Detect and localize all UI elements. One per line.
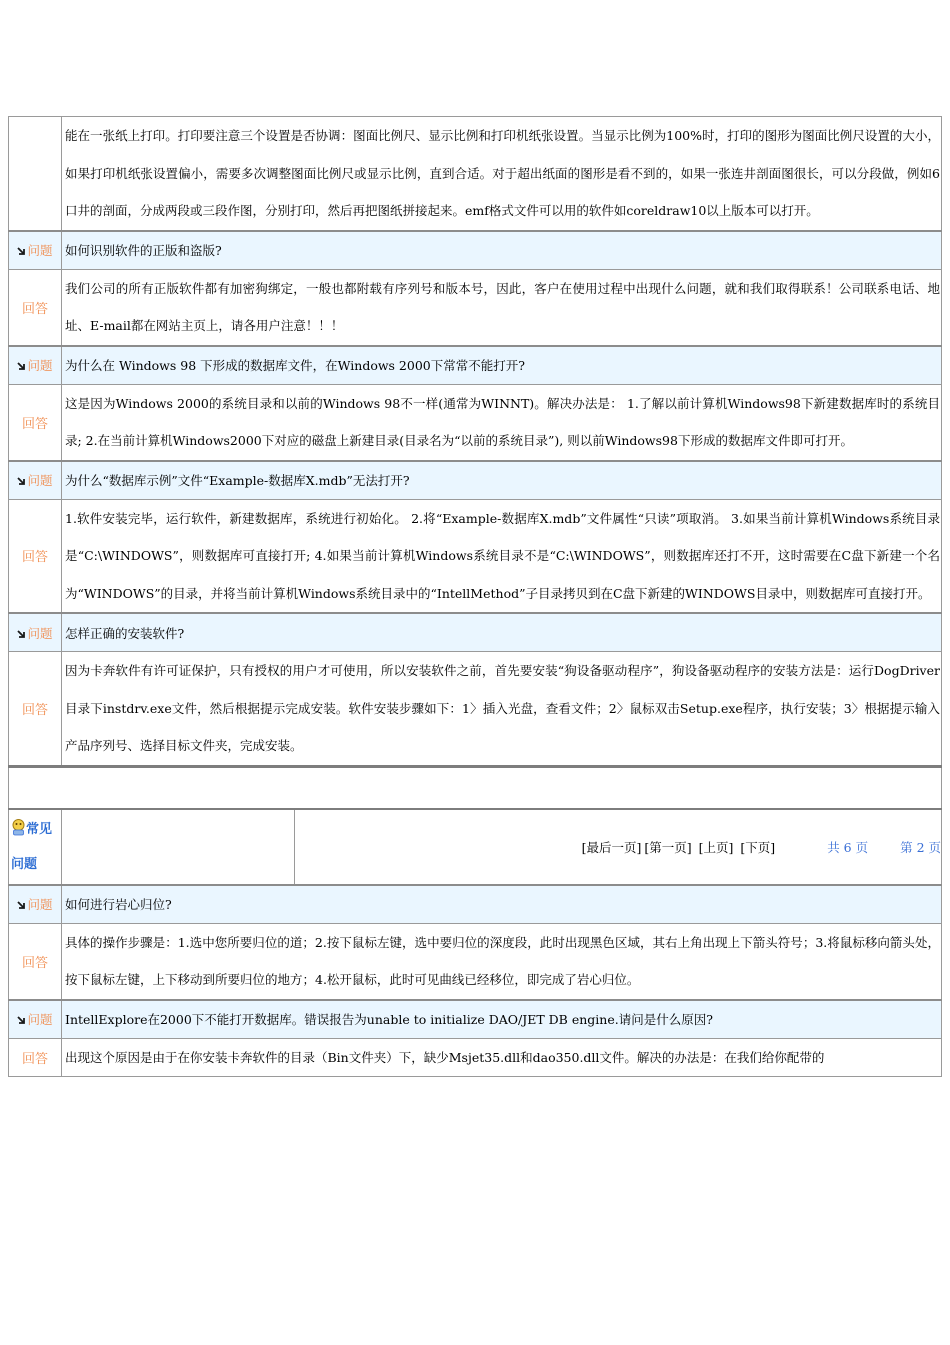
section-header <box>9 809 62 885</box>
question-row <box>9 346 942 385</box>
page-current: 第 2 页 <box>900 839 941 855</box>
question-label: 问题 <box>9 231 62 270</box>
section-divider <box>9 766 942 809</box>
question-row <box>9 461 942 500</box>
answer-text: 因为卡奔软件有许可证保护，只有授权的用户才可使用，所以安装软件之前，首先要安装“狗设备驱动程序”，狗设备驱动程序的安装方法是：运行DogDriver目录下instdrv.exe文件，然后根据提示完成安装。软件安装步骤如下：1〉插入光盘，查看文件；2〉鼠标双击Setup.exe程序，执行安装；3〉根据提示输入产品序列号、选择目标文件夹，完成安装。 <box>62 652 942 767</box>
answer-row <box>9 499 942 613</box>
question-text: 怎样正确的安装软件? <box>62 613 942 652</box>
answer-row <box>9 923 942 1000</box>
answer-text: 我们公司的所有正版软件都有加密狗绑定，一般也都附载有序列号和版本号，因此，客户在使用过程中出现什么问题，就和我们取得联系！公司联系电话、地址、E-mail都在网站主页上，请各用户注意！！！ <box>62 269 942 346</box>
answer-label: 回答 <box>9 923 62 1000</box>
answer-row <box>9 652 942 767</box>
pager-row <box>9 809 942 885</box>
question-row <box>9 1000 942 1039</box>
arrow-down-right-icon <box>17 901 26 910</box>
answer-row <box>9 269 942 346</box>
next-page-link[interactable]: [下页] <box>740 839 776 855</box>
answer-label-empty <box>9 117 62 231</box>
question-text: 为什么在 Windows 98 下形成的数据库文件，在Windows 2000下常常不能打开? <box>62 346 942 385</box>
question-text: 为什么“数据库示例”文件“Example-数据库X.mdb”无法打开? <box>62 461 942 500</box>
answer-row <box>9 117 942 231</box>
answer-row <box>9 384 942 461</box>
arrow-down-right-icon <box>17 362 26 371</box>
page-total: 共 6 页 <box>827 839 869 855</box>
pager-empty-cell <box>62 809 295 885</box>
answer-label: 回答 <box>9 384 62 461</box>
prev-page-link[interactable]: [上页] <box>698 839 734 855</box>
answer-text: 具体的操作步骤是：1.选中您所要归位的道；2.按下鼠标左键，选中要归位的深度段，此时出现黑色区域，其右上角出现上下箭头符号；3.将鼠标移向箭头处，按下鼠标左键，上下移动到所要归位的地方；4.松开鼠标，此时可见曲线已经移位，即完成了岩心归位。 <box>62 923 942 1000</box>
arrow-down-right-icon <box>17 477 26 486</box>
section-title: 常见问题 <box>11 821 53 872</box>
question-label: 问题 <box>9 346 62 385</box>
question-label: 问题 <box>9 1000 62 1039</box>
arrow-down-right-icon <box>17 630 26 639</box>
answer-label: 回答 <box>9 652 62 767</box>
question-text: IntellExplore在2000下不能打开数据库。错误报告为unable to initialize DAO/JET DB engine.请问是什么原因? <box>62 1000 942 1039</box>
arrow-down-right-icon <box>17 1016 26 1025</box>
answer-text: 能在一张纸上打印。打印要注意三个设置是否协调：图面比例尺、显示比例和打印机纸张设置。当显示比例为100%时，打印的图形为图面比例尺设置的大小，如果打印机纸张设置偏小，需要多次调整图面比例尺或显示比例，直到合适。对于超出纸面的图形是看不到的，如果一张连井剖面图很长，可以分段做，例如6口井的剖面，分成两段或三段作图，分别打印，然后再把图纸拼接起来。emf格式文件可以用的软件如coreldraw10以上版本可以打开。 <box>62 117 942 231</box>
pager <box>295 809 942 885</box>
answer-label: 回答 <box>9 269 62 346</box>
question-text: 如何识别软件的正版和盗版? <box>62 231 942 270</box>
question-row <box>9 613 942 652</box>
answer-text: 1.软件安装完毕，运行软件，新建数据库，系统进行初始化。 2.将“Example-数据库X.mdb”文件属性“只读”项取消。 3.如果当前计算机Windows系统目录是“C:\WINDOWS”，则数据库可直接打开; 4.如果当前计算机Windows系统目录不是“C:\WINDOWS”，则数据库还打不开，这时需要在C盘下新建一个名为“WINDOWS”的目录，并将当前计算机Windows系统目录中的“IntellMethod”子目录拷贝到在C盘下新建的WINDOWS目录中，则数据库可直接打开。 <box>62 499 942 613</box>
question-label: 问题 <box>9 885 62 924</box>
answer-text: 出现这个原因是由于在你安装卡奔软件的目录（Bin文件夹）下，缺少Msjet35.dll和dao350.dll文件。解决的办法是：在我们给你配带的 <box>62 1038 942 1077</box>
arrow-down-right-icon <box>17 247 26 256</box>
last-page-link[interactable]: [最后一页] <box>581 839 642 855</box>
first-page-link[interactable]: [第一页] <box>644 839 692 855</box>
question-row <box>9 231 942 270</box>
answer-row <box>9 1038 942 1077</box>
question-row <box>9 885 942 924</box>
faq-logo-icon <box>11 819 26 836</box>
question-label: 问题 <box>9 461 62 500</box>
answer-label: 回答 <box>9 1038 62 1077</box>
answer-label: 回答 <box>9 499 62 613</box>
faq-table <box>8 116 942 1077</box>
answer-text: 这是因为Windows 2000的系统目录和以前的Windows 98不一样(通常为WINNT)。解决办法是： 1.了解以前计算机Windows98下新建数据库时的系统目录; 2.在当前计算机Windows2000下对应的磁盘上新建目录(目录名为“以前的系统目录”), 则以前Windows98下形成的数据库文件即可打开。 <box>62 384 942 461</box>
question-label: 问题 <box>9 613 62 652</box>
question-text: 如何进行岩心归位? <box>62 885 942 924</box>
